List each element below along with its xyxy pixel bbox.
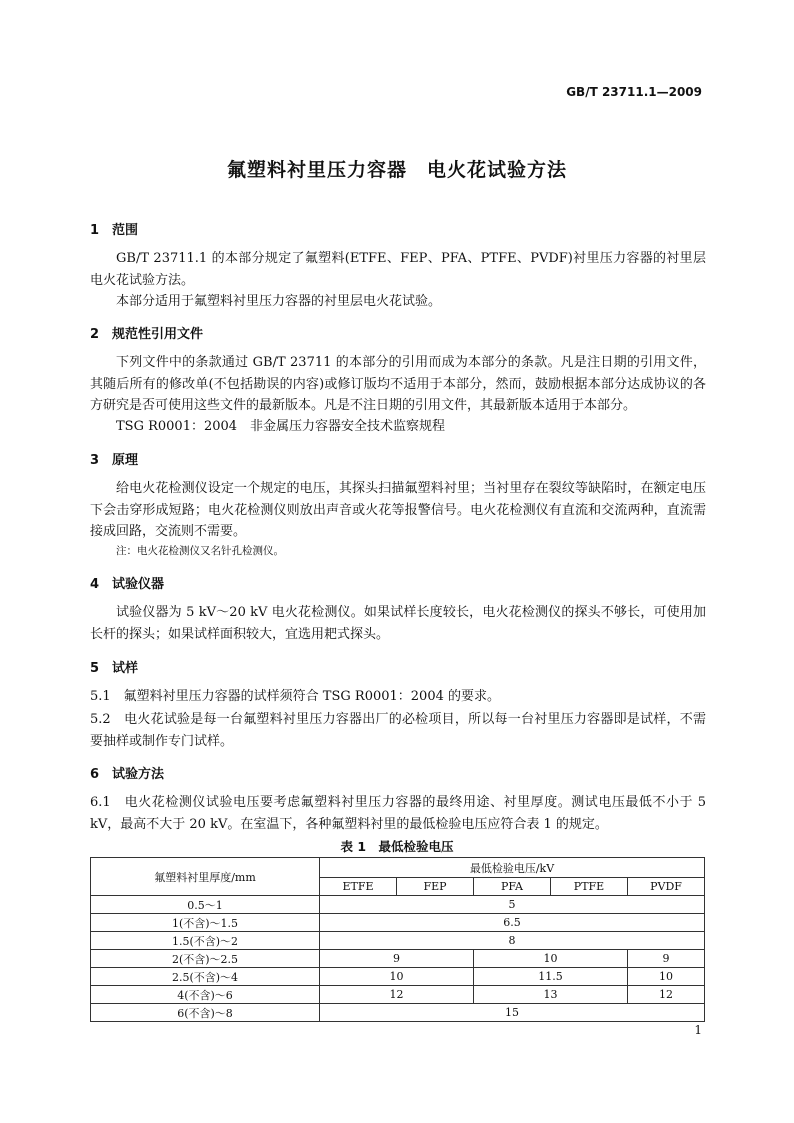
paragraph: 本部分适用于氟塑料衬里压力容器的衬里层电火花试验。 bbox=[116, 294, 442, 309]
paragraph: 下列文件中的条款通过 GB/T 23711 的本部分的引用而成为本部分的条款。凡是注日期的引用文件，其随后所有的修改单(不包括勘误的内容)或修订版均不适用于本部分，然而，鼓励根据本部分达成协议的各方研究是否可使用这些文件的最新版本。凡是不注日期的引用文件，其最新版本适用于本部分。 bbox=[90, 355, 706, 413]
thickness-cell: 2(不含)～2.5 bbox=[91, 950, 320, 968]
section-number: 3 bbox=[90, 453, 100, 468]
table-row bbox=[91, 968, 705, 986]
table-row bbox=[91, 950, 705, 968]
table-row bbox=[91, 914, 705, 932]
header-material: FEP bbox=[397, 878, 474, 896]
table-row bbox=[91, 932, 705, 950]
section-number: 5 bbox=[90, 661, 100, 676]
section-number: 4 bbox=[90, 577, 100, 592]
section-title: 试样 bbox=[112, 661, 139, 676]
section-number: 6 bbox=[90, 767, 100, 782]
table-caption: 表 1 最低检验电压 bbox=[340, 839, 454, 854]
header-thickness: 氟塑料衬里厚度/mm bbox=[91, 858, 320, 896]
voltage-cell: 12 bbox=[320, 986, 474, 1004]
voltage-cell: 9 bbox=[320, 950, 474, 968]
thickness-cell: 1(不含)～1.5 bbox=[91, 914, 320, 932]
section-1-heading bbox=[90, 219, 138, 238]
section-4-heading bbox=[90, 573, 164, 592]
voltage-cell: 15 bbox=[320, 1004, 705, 1022]
thickness-cell: 2.5(不含)～4 bbox=[91, 968, 320, 986]
thickness-cell: 0.5～1 bbox=[91, 896, 320, 914]
voltage-cell: 10 bbox=[474, 950, 628, 968]
voltage-cell: 9 bbox=[628, 950, 705, 968]
section-3-heading bbox=[90, 449, 138, 468]
voltage-cell: 8 bbox=[320, 932, 705, 950]
header-material: ETFE bbox=[320, 878, 397, 896]
paragraph: GB/T 23711.1 的本部分规定了氟塑料(ETFE、FEP、PFA、PTFE、PVDF)衬里压力容器的衬里层电火花试验方法。 bbox=[90, 251, 706, 288]
header-material: PFA bbox=[474, 878, 551, 896]
table-row bbox=[91, 986, 705, 1004]
thickness-cell: 6(不含)～8 bbox=[91, 1004, 320, 1022]
section-title: 试验方法 bbox=[112, 767, 165, 782]
section-6-heading bbox=[90, 763, 164, 782]
paragraph: 6.1 电火花检测仪试验电压要考虑氟塑料衬里压力容器的最终用途、衬里厚度。测试电压最低不小于 5 kV，最高不大于 20 kV。在室温下，各种氟塑料衬里的最低检验电压应符合表 1 的规定。 bbox=[90, 795, 706, 832]
table-row bbox=[91, 896, 705, 914]
paragraph: 给电火花检测仪设定一个规定的电压，其探头扫描氟塑料衬里；当衬里存在裂纹等缺陷时，在额定电压下会击穿形成短路；电火花检测仪则放出声音或火花等报警信号。电火花检测仪有直流和交流两种，直流需接成回路，交流则不需要。 bbox=[90, 481, 706, 539]
section-number: 1 bbox=[90, 223, 100, 238]
thickness-cell: 1.5(不含)～2 bbox=[91, 932, 320, 950]
thickness-cell: 4(不含)～6 bbox=[91, 986, 320, 1004]
standard-number: GB/T 23711.1—2009 bbox=[566, 85, 702, 99]
header-voltage: 最低检验电压/kV bbox=[320, 858, 705, 878]
header-material: PTFE bbox=[551, 878, 628, 896]
voltage-cell: 13 bbox=[474, 986, 628, 1004]
section-title: 原理 bbox=[112, 453, 139, 468]
page-title: 氟塑料衬里压力容器 电火花试验方法 bbox=[226, 159, 567, 181]
header-material: PVDF bbox=[628, 878, 705, 896]
voltage-cell: 10 bbox=[628, 968, 705, 986]
voltage-cell: 11.5 bbox=[474, 968, 628, 986]
section-2-heading bbox=[90, 323, 203, 342]
section-title: 试验仪器 bbox=[112, 577, 165, 592]
voltage-cell: 6.5 bbox=[320, 914, 705, 932]
paragraph: 5.2 电火花试验是每一台氟塑料衬里压力容器出厂的必检项目，所以每一台衬里压力容器即是试样，不需要抽样或制作专门试样。 bbox=[90, 712, 706, 749]
paragraph: TSG R0001：2004 非金属压力容器安全技术监察规程 bbox=[116, 419, 446, 434]
paragraph: 5.1 氟塑料衬里压力容器的试样须符合 TSG R0001：2004 的要求。 bbox=[90, 689, 500, 704]
section-5-heading bbox=[90, 657, 138, 676]
section-number: 2 bbox=[90, 327, 100, 342]
voltage-table bbox=[90, 857, 705, 1022]
note: 注：电火花检测仪又名针孔检测仪。 bbox=[116, 545, 284, 557]
table-row bbox=[91, 1004, 705, 1022]
voltage-cell: 10 bbox=[320, 968, 474, 986]
section-title: 规范性引用文件 bbox=[112, 327, 204, 342]
section-title: 范围 bbox=[112, 223, 139, 238]
paragraph: 试验仪器为 5 kV～20 kV 电火花检测仪。如果试样长度较长，电火花检测仪的探头不够长，可使用加长杆的探头；如果试样面积较大，宜选用耙式探头。 bbox=[90, 605, 706, 642]
voltage-cell: 5 bbox=[320, 896, 705, 914]
page-number: 1 bbox=[694, 1023, 702, 1037]
voltage-cell: 12 bbox=[628, 986, 705, 1004]
